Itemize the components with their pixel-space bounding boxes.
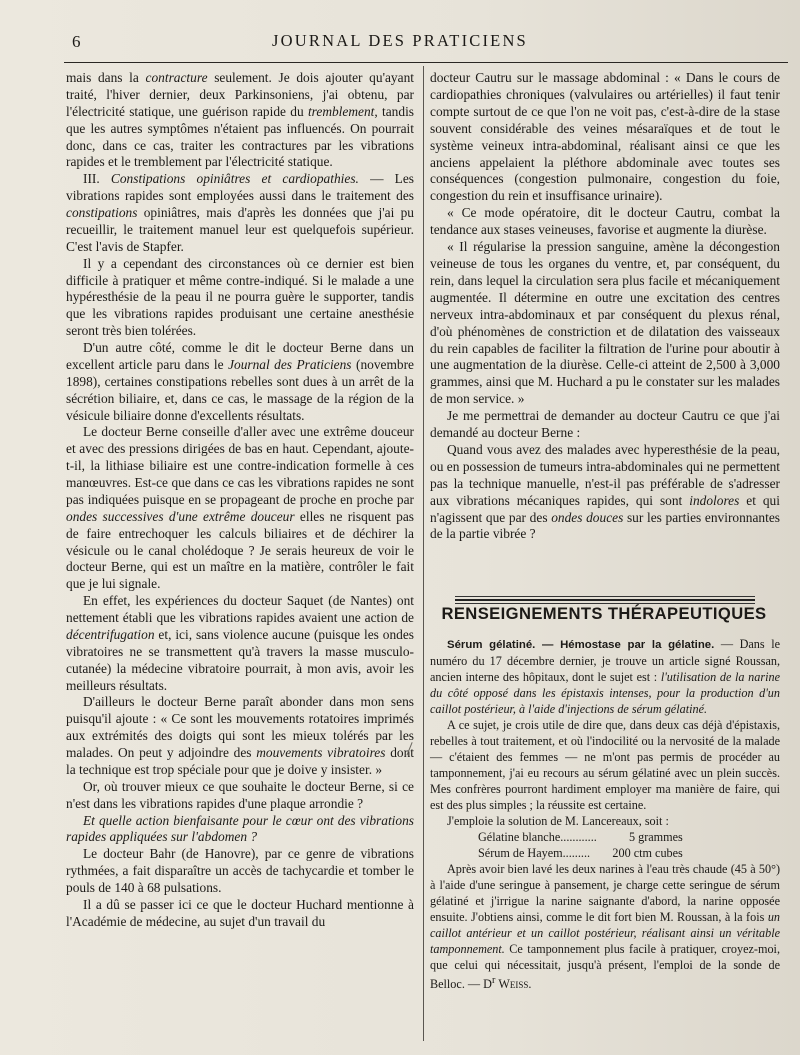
paragraph: Quand vous avez des malades avec hyperesthésie de la peau, ou en possession de tumeurs intra-abdominales qui ne permettent pas la technique manuelle, n'est-il pas préférable de s'adresser aux vibrations mécaniques rapides, qui sont indolores et qui n'agissent que par des ondes douces sur les parties environnantes de la partie vibrée ? — [430, 441, 781, 542]
paragraph: Le docteur Bahr (de Hanovre), par ce genre de vibrations rythmées, a fait disparaître un accès de tachycardie et tomber le pouls de 140 à 68 pulsations. — [66, 846, 414, 895]
paragraph: Il y a cependant des circonstances où ce dernier est bien difficile à pratiquer et même contre-indiqué. Si le malade a une hypéresthésie de la peau il ne pourra guère le supporter, tandis que les vibrations rapides produisant une certaine anesthésie seront très bien tolérées. — [66, 255, 414, 339]
paragraph: J'emploie la solution de M. Lancereaux, soit : — [447, 814, 669, 828]
paragraph: Je me permettrai de demander au docteur Cautru ce que j'ai demandé au docteur Berne : — [430, 408, 780, 441]
ingredient-quantity: 200 ctm cubes — [612, 846, 683, 860]
paragraph: D'ailleurs le docteur Berne paraît abonder dans mon sens puisqu'il ajoute : « Ce sont les mouvements rotatoires imprimés aux extrémités des doigts qui sont les mieux tolérés par les malades. On peut y adjoindre des mouvements vibratoires dont la technique est trop spéciale pour que je doive y insister. » — [66, 694, 415, 777]
section-title: RENSEIGNEMENTS THÉRAPEUTIQUES — [441, 604, 767, 623]
dosage-table — [478, 829, 683, 861]
column-divider — [423, 66, 424, 1041]
section-ornament-rule — [455, 596, 755, 604]
paragraph: Après avoir bien lavé les deux narines à l'eau très chaude (45 à 50°) à l'aide d'une seringue à pansement, je charge cette seringue de sérum gélatiné et j'irrigue la narine saignante d'abord, la narine opposée ensuite. J'obtiens ainsi, comme le dit fort bien M. Roussan, à la fois un caillot antérieur et un caillot postérieur, réalisant ainsi un véritable tamponnement. Ce tamponnement plus facile à pratiquer, croyez-moi, que celui qui nécessitait, jusqu'à présent, l'emploi de la sonde de Belloc. — $D^r$ Weiss. — [430, 862, 780, 992]
therapeutic-section — [430, 636, 780, 992]
paragraph: « Ce mode opératoire, dit le docteur Cautru, combat la tendance aux stases veineuses, favorise et augmente la diurèse. — [430, 205, 780, 238]
paragraph: Sérum gélatiné. — Hémostase par la gélatine. — Dans le numéro du 17 décembre dernier, je trouve un article signé Roussan, ancien interne des hôpitaux, dont le sujet est : l'utilisation de la narine du côté opposé dans les épistaxis intenses, pour la production d'un caillot postérieur, à l'aide d'injections de sérum gélatiné. — [430, 637, 780, 716]
paragraph: Et quelle action bienfaisante pour le cœur ont des vibrations rapides appliquées sur l'abdomen ? — [66, 812, 414, 845]
ingredient-name: Gélatine blanche............ — [478, 830, 597, 844]
paragraph: « Il régularise la pression sanguine, amène la décongestion veineuse de tous les organes du ventre, et, par conséquent, du rein, dans lequel la circulation sera plus facile et mécaniquement augmentée. Il détermine en outre une excitation des centres nerveux intra-abdominaux et par conséquent du plexus rénal, d'où phénomènes de constriction et de dilatation des vaisseaux du rein capables de faciliter la filtration de l'urine pour aboutir à une augmentation de la diurèse. Celle-ci atteint de 2,500 à 3,000 grammes, ainsi que M. Huchard a pu le constater sur les malades de mon service. » — [430, 239, 780, 407]
author-signature: Weiss. — [498, 977, 532, 992]
paragraph: Il a dû se passer ici ce que le docteur Huchard mentionne à l'Académie de médecine, au sujet d'un travail du — [66, 896, 414, 929]
ingredient-quantity: 5 grammes — [628, 830, 683, 844]
paragraph: A ce sujet, je crois utile de dire que, dans deux cas déjà d'épistaxis, rebelles à tout traitement, et où l'indocilité ou la nervosité de la malade — c'étaient des femmes — ne m'ont pas permis de procéder au tamponnement, j'ai eu recours au sérum gélatiné avec un plein succès. Mes confrères pourront hardiment employer ma manière de faire, qui est des plus simples ; la réussite est certaine. — [430, 718, 780, 812]
header-rule — [64, 62, 788, 63]
paragraph: D'un autre côté, comme le dit le docteur Berne dans un excellent article paru dans le Journal des Praticiens (novembre 1898), certaines constipations rebelles sont dues à un arrêt de la sécrétion biliaire, et, dans ce cas, le massage de la région de la vésicule biliaire donne d'excellents résultats. — [66, 340, 414, 423]
ingredient-name: Sérum de Hayem......... — [478, 846, 591, 860]
right-column-article — [430, 70, 780, 543]
journal-title: JOURNAL DES PRATICIENS — [272, 31, 528, 50]
paragraph: mais dans la contracture seulement. Je dois ajouter qu'ayant traité, l'hiver dernier, deux Parkinsoniens, j'ai obtenu, par l'électricité statique, une guérison rapide du tremblement, tandis que les autres symptômes n'étaient pas influencés. On pourrait donc, dans ce cas, traiter les contractures par les vibrations rapides et le tremblement par l'électricité statique. — [66, 70, 414, 170]
table-row — [478, 829, 683, 845]
paragraph: III. Constipations opiniâtres et cardiopathies. — Les vibrations rapides sont employées aussi dans le traitement des constipations opiniâtres, mais d'après les données que j'ai pu recueillir, le traitement manuel leur est quelquefois supérieur. C'est l'avis de Stapfer. — [66, 171, 415, 254]
page-number: 6 — [72, 32, 81, 51]
page-header — [0, 28, 800, 58]
paragraph: Le docteur Berne conseille d'aller avec une extrême douceur et avec des pressions dirigées de bas en haut. Cependant, ajoute-t-il, la lithiase biliaire est une contre-indication formelle à ces manœuvres. Est-ce que dans ce cas les vibrations rapides ne sont pas indiquées puisque en se propageant de proche en proche par ondes successives d'une extrême douceur elles ne risquent pas de faire entrechoquer les calculs biliaires et de déchirer la vésicule ou le canal cholédoque ? Je serais heureux de voir le docteur Berne, qui est un maître en la matière, contrôler le fait que je lui signale. — [66, 424, 414, 592]
table-row — [478, 845, 683, 861]
paragraph: En effet, les expériences du docteur Saquet (de Nantes) ont nettement établi que les vibrations rapides avaient une action de décentrifugation et, ici, sans violence aucune (puisque les ondes vibratoires ne se transmettent qu'à travers la masse musculo-cutanée) la médecine vibratoire pourrait, à mon avis, avoir les meilleurs résultats. — [66, 593, 414, 693]
section-subtitle: Sérum gélatiné. — Hémostase par la gélatine. — [447, 639, 715, 651]
left-column — [66, 70, 414, 931]
paragraph: Or, où trouver mieux ce que souhaite le docteur Berne, si ce n'est dans les vibrations rapides d'une plaque arrondie ? — [66, 778, 414, 811]
paragraph: docteur Cautru sur le massage abdominal : « Dans le cours de cardiopathies chroniques (valvulaires ou artérielles) il faut tenir compte surtout de ce que l'on ne voit pas, c'est-à-dire de la stase souvent considérable des veines mésaraïques et de tout le système veineux intra-abdominal, réalisant ainsi ce que les anciens appelaient la pléthore abdominale avec toutes ses conséquences (congestion pulmonaire, congestion du foie, congestion du rein et insuffisance urinaire). — [430, 70, 780, 204]
